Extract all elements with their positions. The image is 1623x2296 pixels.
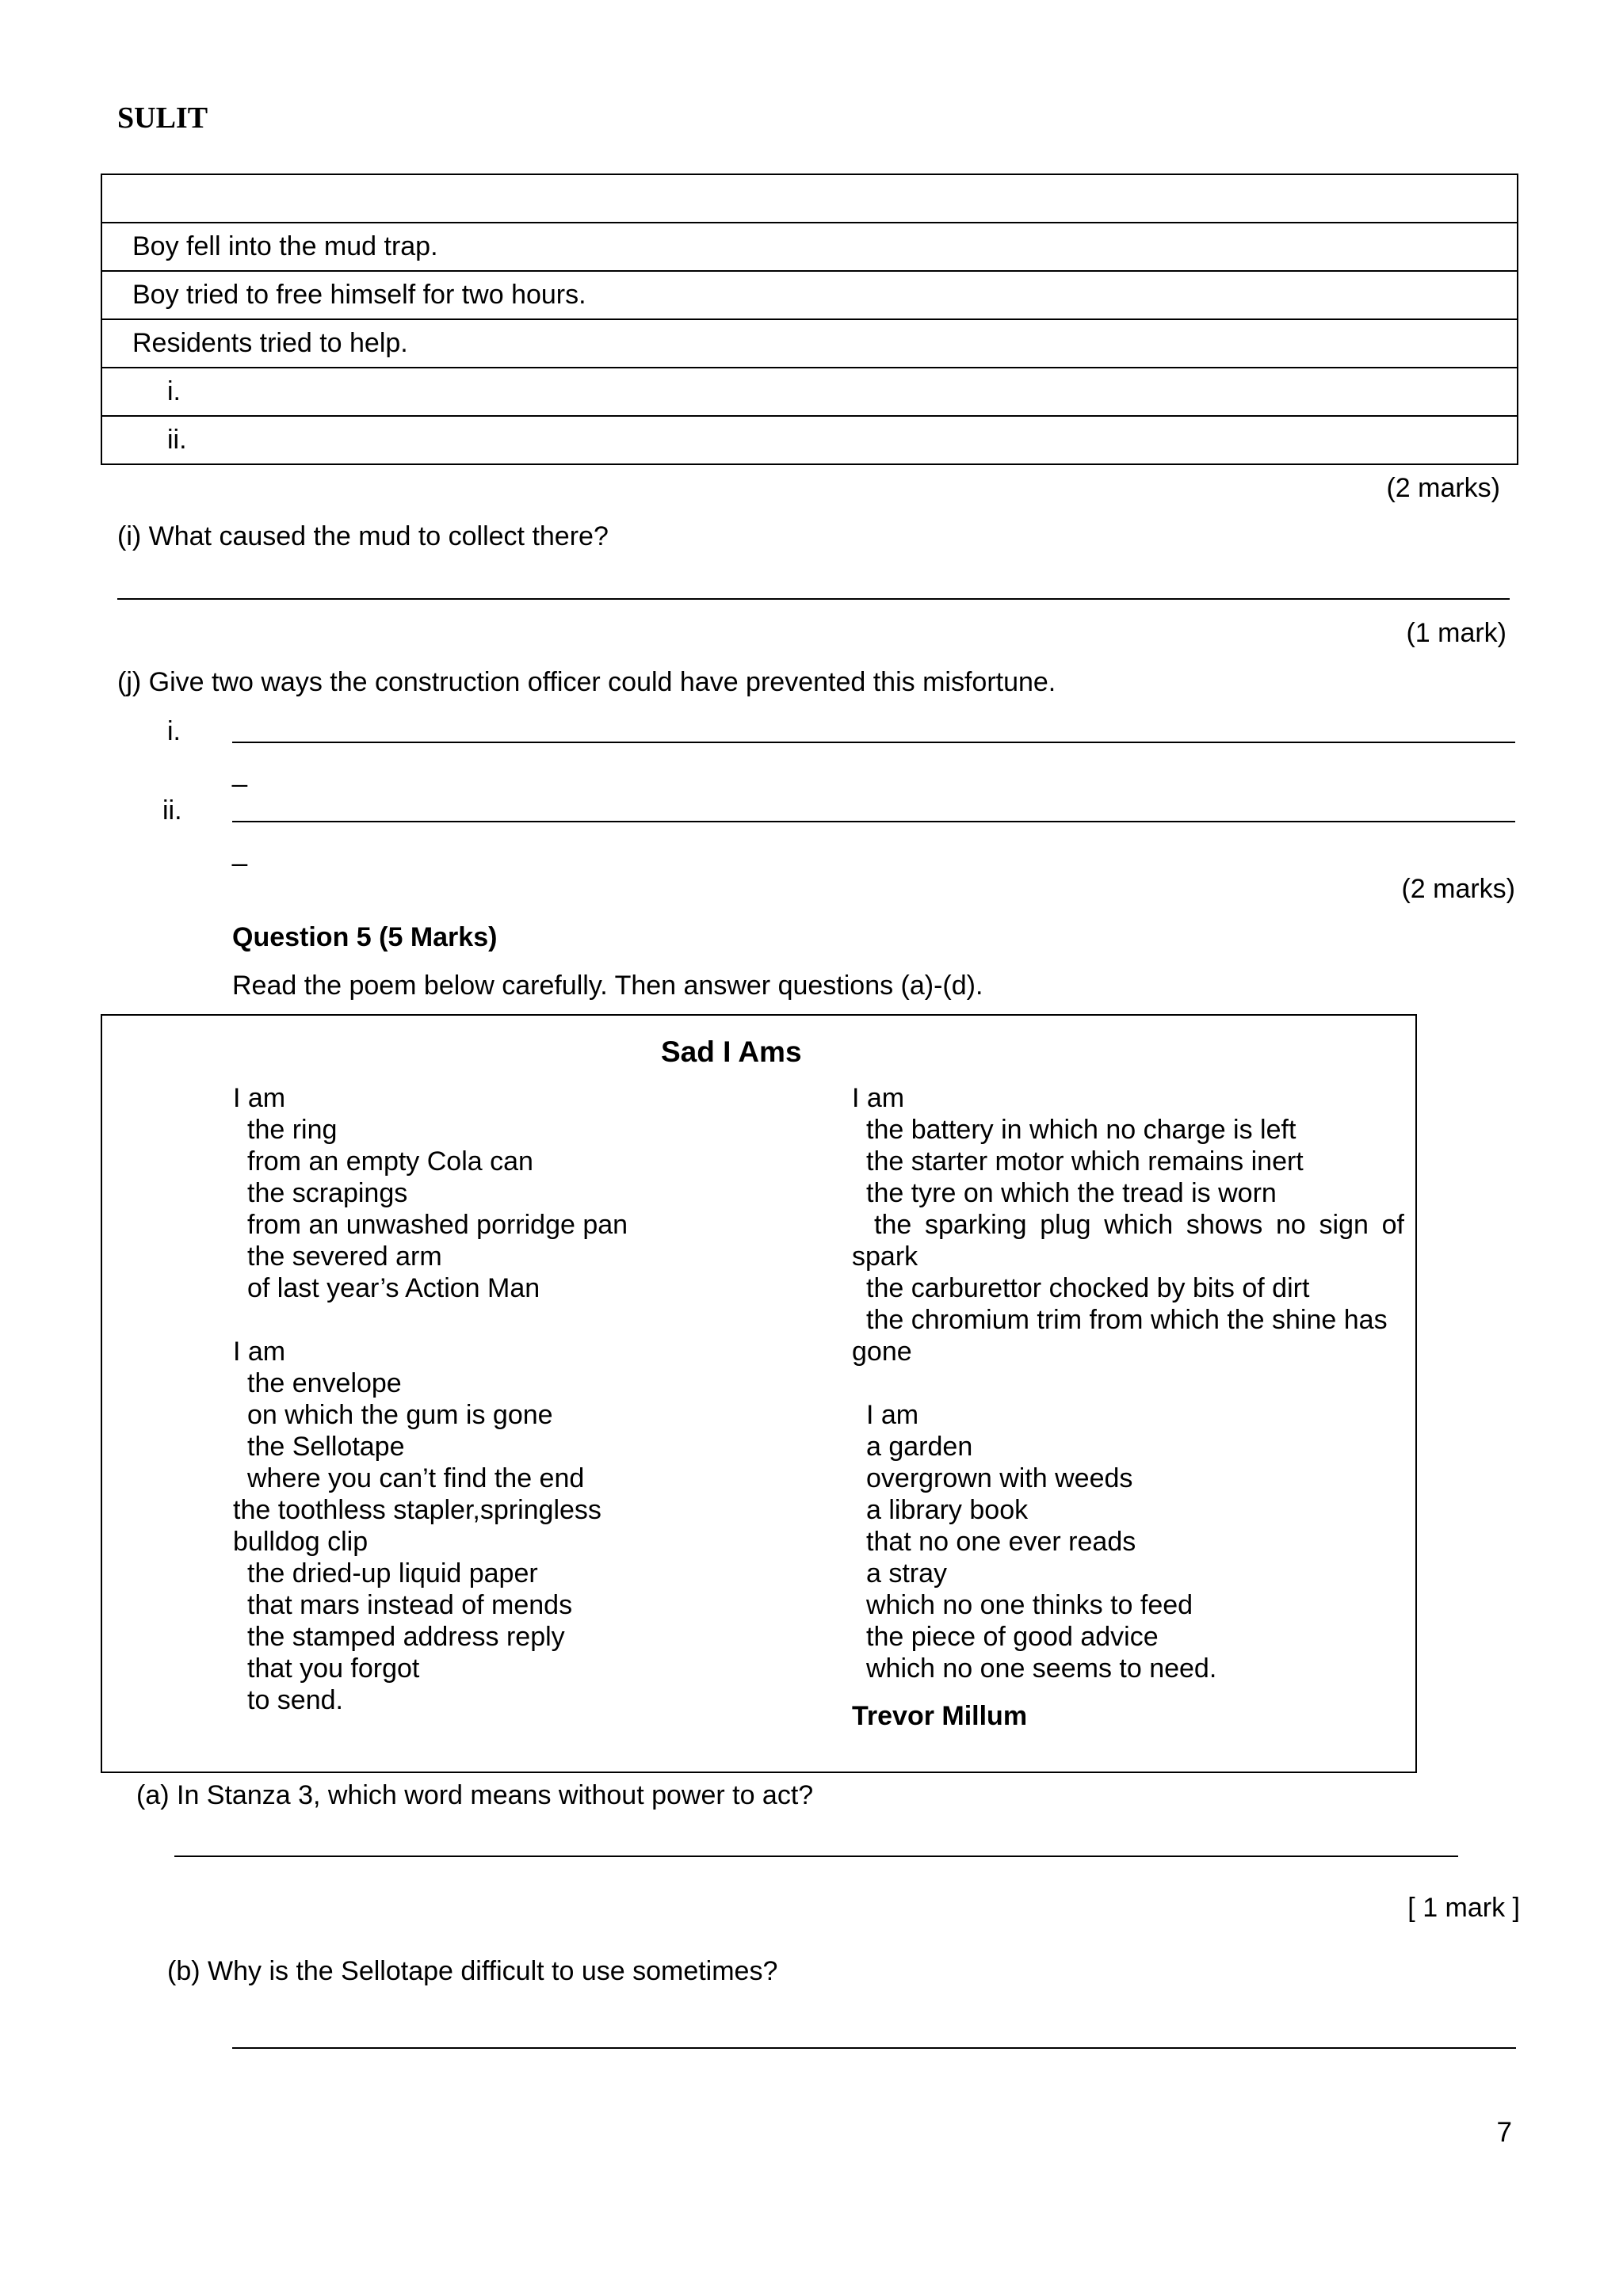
poem-line: the severed arm — [247, 1241, 442, 1272]
question-j-item-1: i. — [167, 716, 181, 746]
poem-title: Sad I Ams — [661, 1035, 802, 1068]
answer-line-a — [174, 1855, 1458, 1857]
answer-line-j2 — [232, 821, 1515, 822]
poem-line: the piece of good advice — [866, 1622, 1159, 1652]
question-a-marks: [ 1 mark ] — [1407, 1893, 1520, 1923]
question-j-text: (j) Give two ways the construction officer could have prevented this misfortune. — [117, 667, 1056, 697]
table-row — [101, 271, 1518, 319]
poem-line: the stamped address reply — [247, 1622, 565, 1652]
poem-line: where you can’t find the end — [247, 1463, 585, 1493]
poem-line: from an unwashed porridge pan — [247, 1210, 628, 1240]
poem-line: to send. — [247, 1685, 343, 1715]
header-label: SULIT — [117, 101, 208, 135]
table-row — [101, 368, 1518, 416]
question-j-item-2: ii. — [162, 795, 182, 826]
answer-line-j1 — [232, 742, 1515, 743]
poem-line: the chromium trim from which the shine has gone — [852, 1305, 1388, 1367]
poem-line: I am — [852, 1083, 905, 1113]
table-row — [101, 416, 1518, 464]
poem-line: on which the gum is gone — [247, 1400, 553, 1430]
poem-line: a garden — [866, 1432, 973, 1462]
table-cell: Boy fell into the mud trap. — [101, 223, 1518, 271]
poem-line: a library book — [866, 1495, 1029, 1525]
poem-line: the tyre on which the tread is worn — [866, 1178, 1277, 1208]
poem-line: the envelope — [247, 1368, 402, 1398]
poem-line: that no one ever reads — [866, 1527, 1136, 1557]
poem-line: the carburettor chocked by bits of dirt — [866, 1273, 1310, 1303]
question-5-title: Question 5 (5 Marks) — [232, 922, 498, 952]
poem-line: overgrown with weeds — [866, 1463, 1133, 1493]
poem-line: that you forgot — [247, 1653, 420, 1684]
poem-line: of last year’s Action Man — [247, 1273, 540, 1303]
answer-line-j1-dash: _ — [232, 757, 247, 788]
poem-line: that mars instead of mends — [247, 1590, 573, 1620]
page-number: 7 — [1496, 2117, 1512, 2148]
table-row — [101, 319, 1518, 368]
question-5-instruction: Read the poem below carefully. Then answer questions (a)-(d). — [232, 971, 983, 1001]
poem-line: a stray — [866, 1558, 948, 1589]
poem-line: from an empty Cola can — [247, 1146, 533, 1177]
poem-line: the dried-up liquid paper — [247, 1558, 538, 1589]
poem-line: which no one thinks to feed — [866, 1590, 1193, 1620]
question-j-marks: (2 marks) — [1401, 874, 1515, 904]
poem-line: I am — [233, 1083, 286, 1113]
table-cell — [101, 174, 1518, 223]
table-cell: ii. — [101, 416, 1518, 464]
flow-table — [101, 174, 1518, 465]
poem-line: bulldog clip — [233, 1527, 369, 1557]
poem-line: which no one seems to need. — [866, 1653, 1217, 1684]
table-row — [101, 174, 1518, 223]
poem-line: the battery in which no charge is left — [866, 1115, 1296, 1145]
poem-line: the starter motor which remains inert — [866, 1146, 1304, 1177]
poem-line: the toothless stapler,springless — [233, 1495, 601, 1525]
poem-line: the ring — [247, 1115, 338, 1145]
poem-line: the sparking plug which shows no sign of spark — [852, 1210, 1404, 1272]
question-i-text: (i) What caused the mud to collect there? — [117, 521, 609, 551]
poem-line: I am — [233, 1337, 286, 1367]
poem-line: the scrapings — [247, 1178, 408, 1208]
question-i-marks: (1 mark) — [1406, 618, 1507, 648]
answer-line-j2-dash: _ — [232, 837, 247, 867]
poem-author: Trevor Millum — [852, 1701, 1028, 1731]
poem-line: I am — [866, 1400, 919, 1430]
table-cell: Boy tried to free himself for two hours. — [101, 271, 1518, 319]
answer-line-b — [232, 2047, 1516, 2049]
poem-box — [101, 1014, 1417, 1773]
question-a-text: (a) In Stanza 3, which word means without power to act? — [136, 1780, 814, 1810]
flow-table-marks: (2 marks) — [1386, 473, 1500, 503]
table-cell: Residents tried to help. — [101, 319, 1518, 368]
poem-line: the Sellotape — [247, 1432, 405, 1462]
table-cell: i. — [101, 368, 1518, 416]
table-row — [101, 223, 1518, 271]
answer-line-i — [117, 598, 1510, 600]
question-b-text: (b) Why is the Sellotape difficult to use sometimes? — [167, 1956, 778, 1986]
